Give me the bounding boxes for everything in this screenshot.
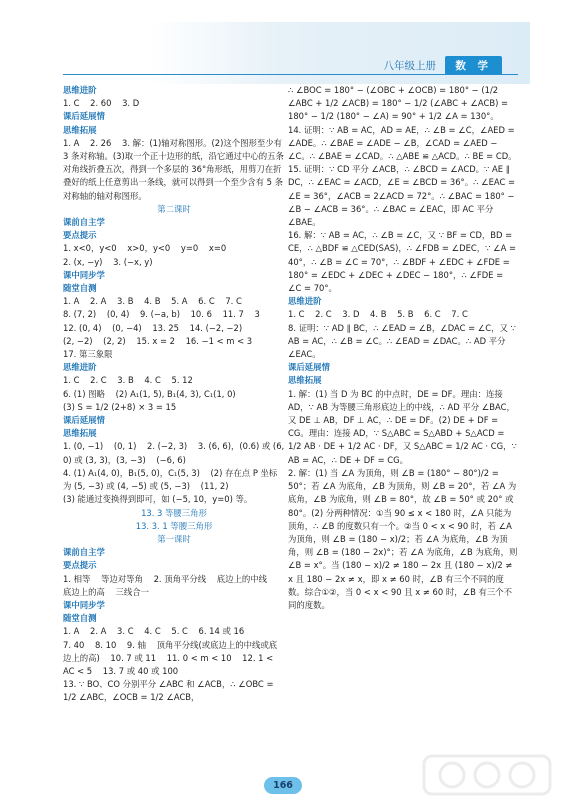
section-heading: 要点提示	[63, 230, 97, 241]
section-heading: 课后延展情	[63, 111, 105, 122]
section-heading: 思维进阶	[63, 362, 97, 373]
answer-line: 8. (7, 2) (0, 4) 9. (−a, b) 10. 6 11. 7 3	[63, 309, 260, 320]
section-heading: 随堂自测	[63, 613, 97, 624]
answer-line: 1. C 2. C 3. B 4. C 5. 12	[63, 375, 193, 386]
answer-line: 1. (0, −1) (0, 1) 2. (−2, 3) 3. (6, 6)，(0.6) 或 (6, 0) 或 (3, 3)，(3, −3) (−6, 6)	[63, 441, 287, 465]
answer-line: (2, −2) (2, 2) 15. x = 2 16. −1 < m < 3	[63, 335, 253, 346]
answer-line: 1. A 2. A 3. C 4. C 5. C 6. 14 或 16	[63, 626, 245, 637]
answer-line: 12. (0, 4) (0, −4) 13. 25 14. (−2, −2)	[63, 322, 243, 333]
header-divider	[63, 74, 518, 75]
answer-line: (3) 能通过变换得到即可，如 (−5, 10，y=0) 等。	[63, 494, 253, 505]
answer-line: (3) S = 1/2 (2+8) × 3 = 15	[63, 401, 177, 412]
answer-line: 7. 40 8. 10 9. 轴 顶角平分线(或底边上的中线或底边上的高) 10. 7 或 11 11. 0 < m < 10 12. 1 < AC < 5 13. 7 或 40 或 100	[63, 639, 278, 676]
answer-line: 1. A 2. 26 3. 解：(1)轴对称图形。(2)这个图形至少有 3 条对称轴。(3)取一个正十边形的纸，沿它通过中心的五条对角线折叠五次，得到一个多层的 36°角形纸，用剪刀在折叠好的纸上任意剪出一条线，就可以得到一个至少含有 5 条对称轴的轴对称图形。	[63, 137, 285, 201]
section-heading: 要点提示	[63, 560, 97, 571]
page-number: 166	[264, 777, 302, 794]
section-heading: 课中同步学	[63, 269, 105, 280]
section-heading: 课中同步学	[63, 599, 105, 610]
answer-line: 13. ∵ BO、CO 分别平分 ∠ABC 和 ∠ACB，∴ ∠OBC = 1/2 ∠ABC，∠OCB = 1/2 ∠ACB，	[63, 679, 277, 703]
section-heading: 课前自主学	[63, 217, 105, 228]
answer-line: 1. A 2. A 3. B 4. B 5. A 6. C 7. C	[63, 296, 242, 307]
watermark-logo	[422, 752, 552, 798]
answer-line: 1. x<0，y<0 x>0，y<0 y=0 x=0	[63, 243, 227, 254]
subsection-title: 13. 3. 1 等腰三角形	[135, 520, 213, 531]
grade-label: 八年级上册	[383, 60, 436, 72]
section-heading: 思维进阶	[63, 85, 97, 95]
answer-line: 15. 证明：∵ CD 平分 ∠ACB，∴ ∠BCD = ∠ACD。∵ AE ∥ DC，∴ ∠EAC = ∠ACD，∠E = ∠BCD = 36°。∴ ∠EAC = ∠E = 36°，∠ACB = 2∠ACD = 72°。∴ ∠BAC = 180° − ∠B − ∠ACB = 36°。∴ ∠BAC = ∠EAC，即 AC 平分 ∠BAE。	[288, 164, 518, 228]
section-heading: 思维拓展	[63, 428, 97, 439]
section-heading: 思维拓展	[288, 375, 322, 386]
answer-line: 17. 第三象限	[63, 349, 113, 360]
subsection-title: 13. 3 等腰三角形	[141, 507, 207, 518]
section-heading: 课前自主学	[63, 547, 105, 558]
answer-line: 2. 解：(1) 当 ∠A 为顶角，则 ∠B = (180° − 80°)/2 = 50°；若 ∠A 为底角，∠B 为顶角，则 ∠B = 20°，若 ∠A 为底角，∠B 为底角，则 ∠B = 80°，故 ∠B = 50° 或 20° 或 80°。(2) 分两种情况：①当 90 ≤ x < 180 时，∠A 只能为顶角，∴ ∠B 的度数只有一个。②当 0 < x < 90 时，若 ∠A 为顶角，则 ∠B = (180 − x)/2；若 ∠A 为底角，∠B 为顶角，则 ∠B = (180 − 2x)°；若 ∠A 为底角，∠B 为底角，则 ∠B = x°。当 (180 − x)/2 ≠ 180 − 2x 且 (180 − x)/2 ≠ x 且 180 − 2x ≠ x，即 x ≠ 60 时，∠B 有三个不同的度数。综合①②，当 0 < x < 90 且 x ≠ 60 时，∠B 有三个不同的度数。	[288, 467, 520, 610]
answer-line: 1. C 2. 60 3. D	[63, 98, 140, 109]
answer-line: ∴ ∠BOC = 180° − (∠OBC + ∠OCB) = 180° − (1/2 ∠ABC + 1/2 ∠ACB) = 180° − 1/2 (∠ABC + ∠ACB) = 180° − 1/2 (180° − ∠A) = 90° + 1/2 ∠A = 130°。	[288, 85, 511, 122]
answer-line: 1. 解：(1) 当 D 为 BC 的中点时，DE = DF。理由：连接 AD，∵ AB 为等腰三角形底边上的中线，∴ AD 平分 ∠BAC，又 DE ⊥ AB，DF ⊥ AC，∴ DE = DF。(2) DE + DF = CG。理由：连接 AD，∵ S△ABC = S△ABD + S△ACD = 1/2 AB · DE + 1/2 AC · DF，又 S△ABC = 1/2 AC · CG，∵ AB = AC，∴ DE + DF = CG。	[288, 388, 520, 465]
section-heading: 思维拓展	[63, 124, 97, 135]
right-column	[288, 84, 518, 612]
section-heading: 课后延展情	[288, 362, 330, 373]
subsection-title: 第二课时	[157, 203, 191, 214]
answer-line: 14. 证明：∵ AB = AC，AD = AE，∴ ∠B = ∠C，∠AED = ∠ADE。∴ ∠BAE = ∠ADE − ∠B，∠CAD = ∠AED − ∠C。∴ ∠BAE = ∠CAD。∴ △ABE ≌ △ACD。∴ BE = CD。	[288, 124, 518, 162]
answer-line: 8. 证明：∵ AD ∥ BC，∴ ∠EAD = ∠B，∠DAC = ∠C，又 ∵ AB = AC，∴ ∠B = ∠C。∴ ∠EAD = ∠DAC。∴ AD 平分 ∠EAC。	[288, 322, 519, 360]
answer-line: 1. 相等 等边对等角 2. 顶角平分线 底边上的中线 底边上的高 三线合一	[63, 573, 278, 597]
answer-line: 2. (x, −y) 3. (−x, y)	[63, 256, 153, 267]
subject-badge: 数 学	[445, 56, 502, 75]
subsection-title: 第一课时	[157, 533, 191, 544]
answer-line: 16. 解：∵ AB = AC，∴ ∠B = ∠C，又 ∵ BF = CD，BD = CE，∴ △BDF ≌ △CED(SAS)，∴ ∠FDB = ∠DEC，∵ ∠A = 40°，∴ ∠B = ∠C = 70°，∴ ∠BDF + ∠EDC + ∠FDE = 180° = ∠EDC + ∠DEC + ∠DEC − 180°，∴ ∠FDE = ∠C = 70°。	[288, 230, 519, 294]
page-header	[384, 56, 503, 75]
section-heading: 思维进阶	[288, 296, 322, 307]
answer-line: 4. (1) A₁(4, 0)，B₁(5, 0)，C₁(5, 3) (2) 存在点 P 坐标为 (5, −3) 或 (4, −5) 或 (5, −3) (11, 2)	[63, 467, 278, 492]
answer-line: 1. C 2. C 3. D 4. B 5. B 6. C 7. C	[288, 309, 468, 320]
answer-line: 6. (1) 图略 (2) A₁(1, 5), B₁(4, 3), C₁(1, 0)	[63, 388, 236, 399]
left-column	[63, 84, 285, 705]
section-heading: 课后延展情	[63, 415, 105, 426]
section-heading: 随堂自测	[63, 283, 97, 294]
